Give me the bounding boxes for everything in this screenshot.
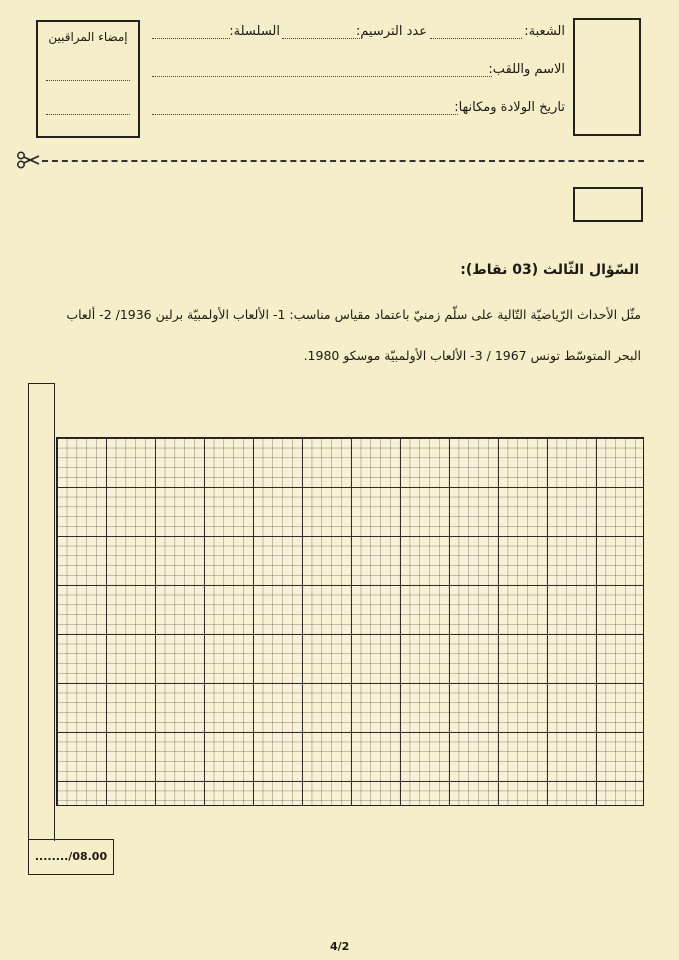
question-line-1: مثّل الأحداث الرّياضيّة التّالية على سلّم زمنيّ باعتماد مقياس مناسب: 1- الألعاب الأولمبيّة برلين 1936/ 2- ألعاب <box>66 307 641 322</box>
branch-field[interactable] <box>430 38 522 39</box>
registration-code-box <box>573 18 641 136</box>
name-field[interactable] <box>152 76 492 77</box>
question-line-2: البحر المتوسّط تونس 1967 / 3- الألعاب الأولمبيّة موسكو 1980. <box>303 348 641 363</box>
registration-number-label: عدد الترسيم: <box>355 24 427 39</box>
scissors-icon <box>16 151 40 169</box>
score-box <box>28 839 114 875</box>
supervisors-signature-label: إمضاء المراقبين <box>48 30 128 44</box>
question-title: السّؤال الثّالث (03 نقاط): <box>460 262 639 278</box>
margin-column <box>28 383 55 841</box>
anonymous-code-box <box>573 187 643 222</box>
score-text: ......../08.00 <box>34 850 108 863</box>
name-label: الاسم واللقب: <box>488 62 565 77</box>
series-field[interactable] <box>152 38 230 39</box>
signature-line-1[interactable] <box>46 80 130 81</box>
cut-line <box>42 160 644 162</box>
branch-label: الشعبة: <box>524 24 565 39</box>
signature-line-2[interactable] <box>46 114 130 115</box>
series-label: السلسلة: <box>229 24 280 39</box>
page-number: 4/2 <box>330 940 350 953</box>
graph-paper-grid[interactable] <box>56 437 644 806</box>
birth-field[interactable] <box>152 114 458 115</box>
registration-number-field[interactable] <box>282 38 362 39</box>
supervisors-signature-box <box>36 20 140 138</box>
birth-label: تاريخ الولادة ومكانها: <box>454 100 565 115</box>
